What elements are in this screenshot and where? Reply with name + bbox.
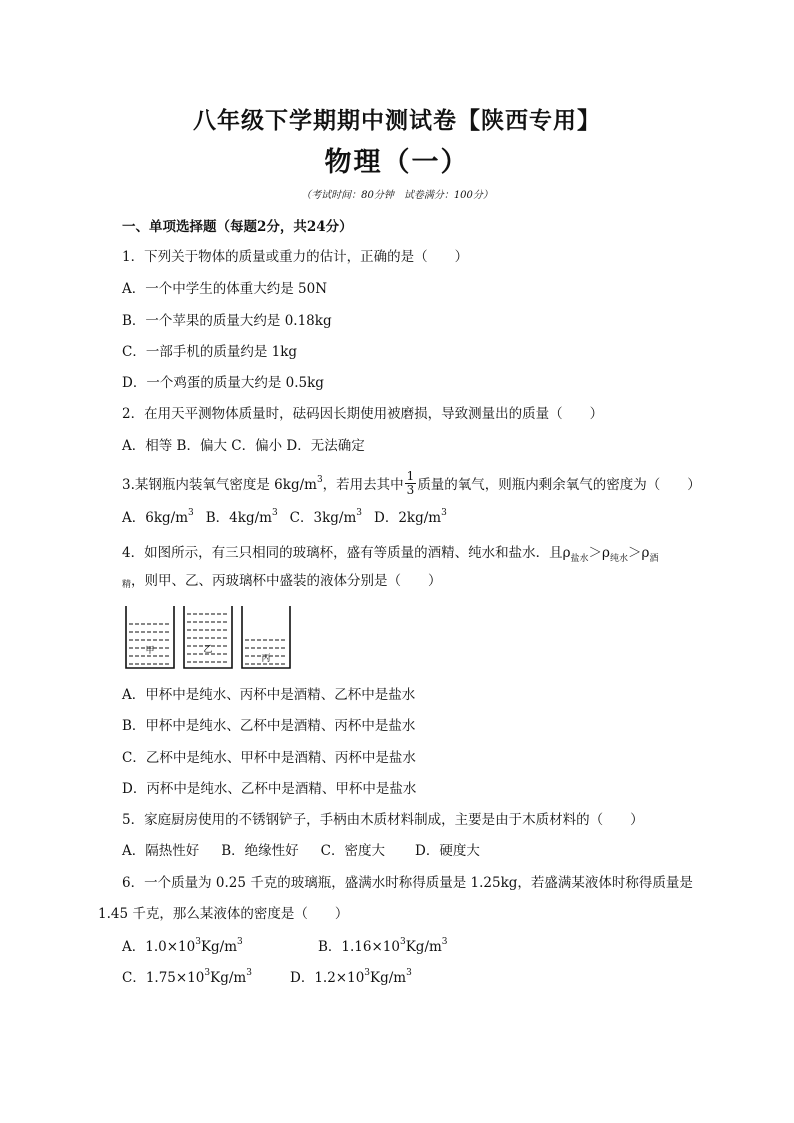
q5-stem: 5．家庭厨房使用的不锈钢铲子，手柄由木质材料制成，主要是由于木质材料的（ ）	[122, 812, 644, 828]
q6-a-pow: 3	[195, 936, 201, 947]
q3-options	[122, 509, 447, 527]
q5-option-c: C．密度大	[320, 843, 386, 859]
q1-stem: 1．下列关于物体的质量或重力的估计，正确的是（ ）	[122, 249, 469, 265]
section-heading: 一、单项选择题（每题2分，共24分）	[122, 219, 353, 235]
q6-b-unit-exp: 3	[441, 936, 448, 947]
q6-a-unit: Kg/m	[200, 939, 238, 955]
q6-c-unit: Kg/m	[210, 970, 247, 986]
q1-option-c: C．一部手机的质量约是 1kg	[122, 344, 298, 360]
q4-option-b: B．甲杯中是纯水、乙杯中是酒精、丙杯中是盐水	[122, 718, 416, 734]
q4-sub-alcohol-2: 精	[122, 580, 132, 590]
q3-frac-den: 3	[406, 483, 415, 497]
q1-option-d: D．一个鸡蛋的质量大约是 0.5kg	[122, 375, 324, 391]
cup-label-yi: 乙	[203, 645, 213, 655]
q3-fraction	[405, 470, 417, 497]
q3-a-exp: 3	[188, 507, 194, 518]
q3-exp: 3	[316, 474, 323, 485]
q4-stem-line1	[122, 544, 658, 564]
q4-stem-line2	[122, 572, 442, 592]
q6-option-c	[122, 969, 252, 987]
q6-option-b	[318, 938, 448, 956]
q6-d-unit-exp: 3	[406, 967, 412, 978]
q6-c-unit-exp: 3	[246, 967, 252, 978]
q6-a-pre: A．1.0×10	[122, 939, 196, 955]
q5-option-b: B．绝缘性好	[221, 843, 299, 859]
three-cups-figure	[122, 604, 294, 672]
q2-options: A．相等 B．偏大 C．偏小 D．无法确定	[122, 438, 365, 454]
q4-sub-purewater: 纯水	[609, 554, 628, 564]
q6-d-unit: Kg/m	[370, 970, 407, 986]
q1-option-b: B．一个苹果的质量大约是 0.18kg	[122, 313, 332, 329]
q4-option-d: D．丙杯中是纯水、乙杯中是酒精、甲杯中是盐水	[122, 781, 417, 797]
q4-sub-saltwater: 盐水	[570, 554, 589, 564]
cup-jia	[126, 606, 174, 668]
q3-stem-mid: ，若用去其中	[322, 477, 404, 493]
q6-c-pow: 3	[204, 967, 211, 978]
exam-info: （考试时间：80分钟 试卷满分：100分）	[301, 190, 493, 201]
q6-b-pow: 3	[399, 936, 406, 947]
q3-d-exp: 3	[441, 507, 447, 518]
q4-gt1: ＞ρ	[588, 545, 610, 561]
q3-option-c: C．3kg/m	[289, 510, 357, 526]
q6-d-pre: D．1.2×10	[290, 970, 365, 986]
cup-label-jia: 甲	[145, 646, 155, 656]
q6-option-d	[290, 969, 412, 987]
q2-stem: 2．在用天平测物体质量时，砝码因长期使用被磨损，导致测量出的质量（ ）	[122, 406, 604, 422]
q3-option-d: D．2kg/m	[374, 510, 442, 526]
q6-b-pre: B．1.16×10	[318, 939, 400, 955]
q5-options	[122, 842, 480, 860]
q6-stem-line2: 1.45 千克，那么某液体的密度是（ ）	[98, 906, 349, 922]
q5-option-d: D．硬度大	[415, 843, 480, 859]
cup-yi	[184, 606, 232, 668]
q6-b-unit: Kg/m	[405, 939, 442, 955]
q6-option-a	[122, 938, 243, 956]
q5-option-a: A．隔热性好	[122, 843, 200, 859]
q3-option-b: B．4kg/m	[205, 510, 272, 526]
cup-label-bing: 丙	[261, 654, 271, 664]
q4-option-c: C．乙杯中是纯水、甲杯中是酒精、丙杯中是盐水	[122, 750, 416, 766]
q4-option-a: A．甲杯中是纯水、丙杯中是酒精、乙杯中是盐水	[122, 687, 416, 703]
q4-stem-line2-text: ，则甲、乙、丙玻璃杯中盛装的液体分别是（ ）	[131, 573, 442, 589]
q4-sub-alcohol: 酒	[649, 554, 659, 564]
q6-a-unit-exp: 3	[237, 936, 243, 947]
q3-stem	[122, 469, 701, 499]
q6-d-pow: 3	[364, 967, 371, 978]
q1-option-a: A．一个中学生的体重大约是 50N	[122, 281, 328, 297]
q6-c-pre: C．1.75×10	[122, 970, 205, 986]
subject-title: 物理（一）	[324, 147, 470, 178]
q4-stem-pre: 4．如图所示，有三只相同的玻璃杯，盛有等质量的酒精、纯水和盐水．且ρ	[122, 545, 571, 561]
exam-title: 八年级下学期期中测试卷【陕西专用】	[193, 107, 601, 134]
cup-bing	[242, 606, 290, 668]
q3-stem-pre: 3.某钢瓶内装氧气密度是 6kg/m	[122, 477, 317, 493]
q4-gt2: ＞ρ	[628, 545, 650, 561]
q3-b-exp: 3	[271, 507, 278, 518]
q6-stem-line1: 6．一个质量为 0.25 千克的玻璃瓶，盛满水时称得质量是 1.25kg，若盛满某液体时称得质量是	[122, 875, 693, 891]
q3-c-exp: 3	[356, 507, 362, 518]
q3-frac-num: 1	[406, 469, 415, 483]
q3-option-a: A．6kg/m	[122, 510, 189, 526]
q3-stem-post: 质量的氧气，则瓶内剩余氧气的密度为（ ）	[417, 477, 701, 493]
